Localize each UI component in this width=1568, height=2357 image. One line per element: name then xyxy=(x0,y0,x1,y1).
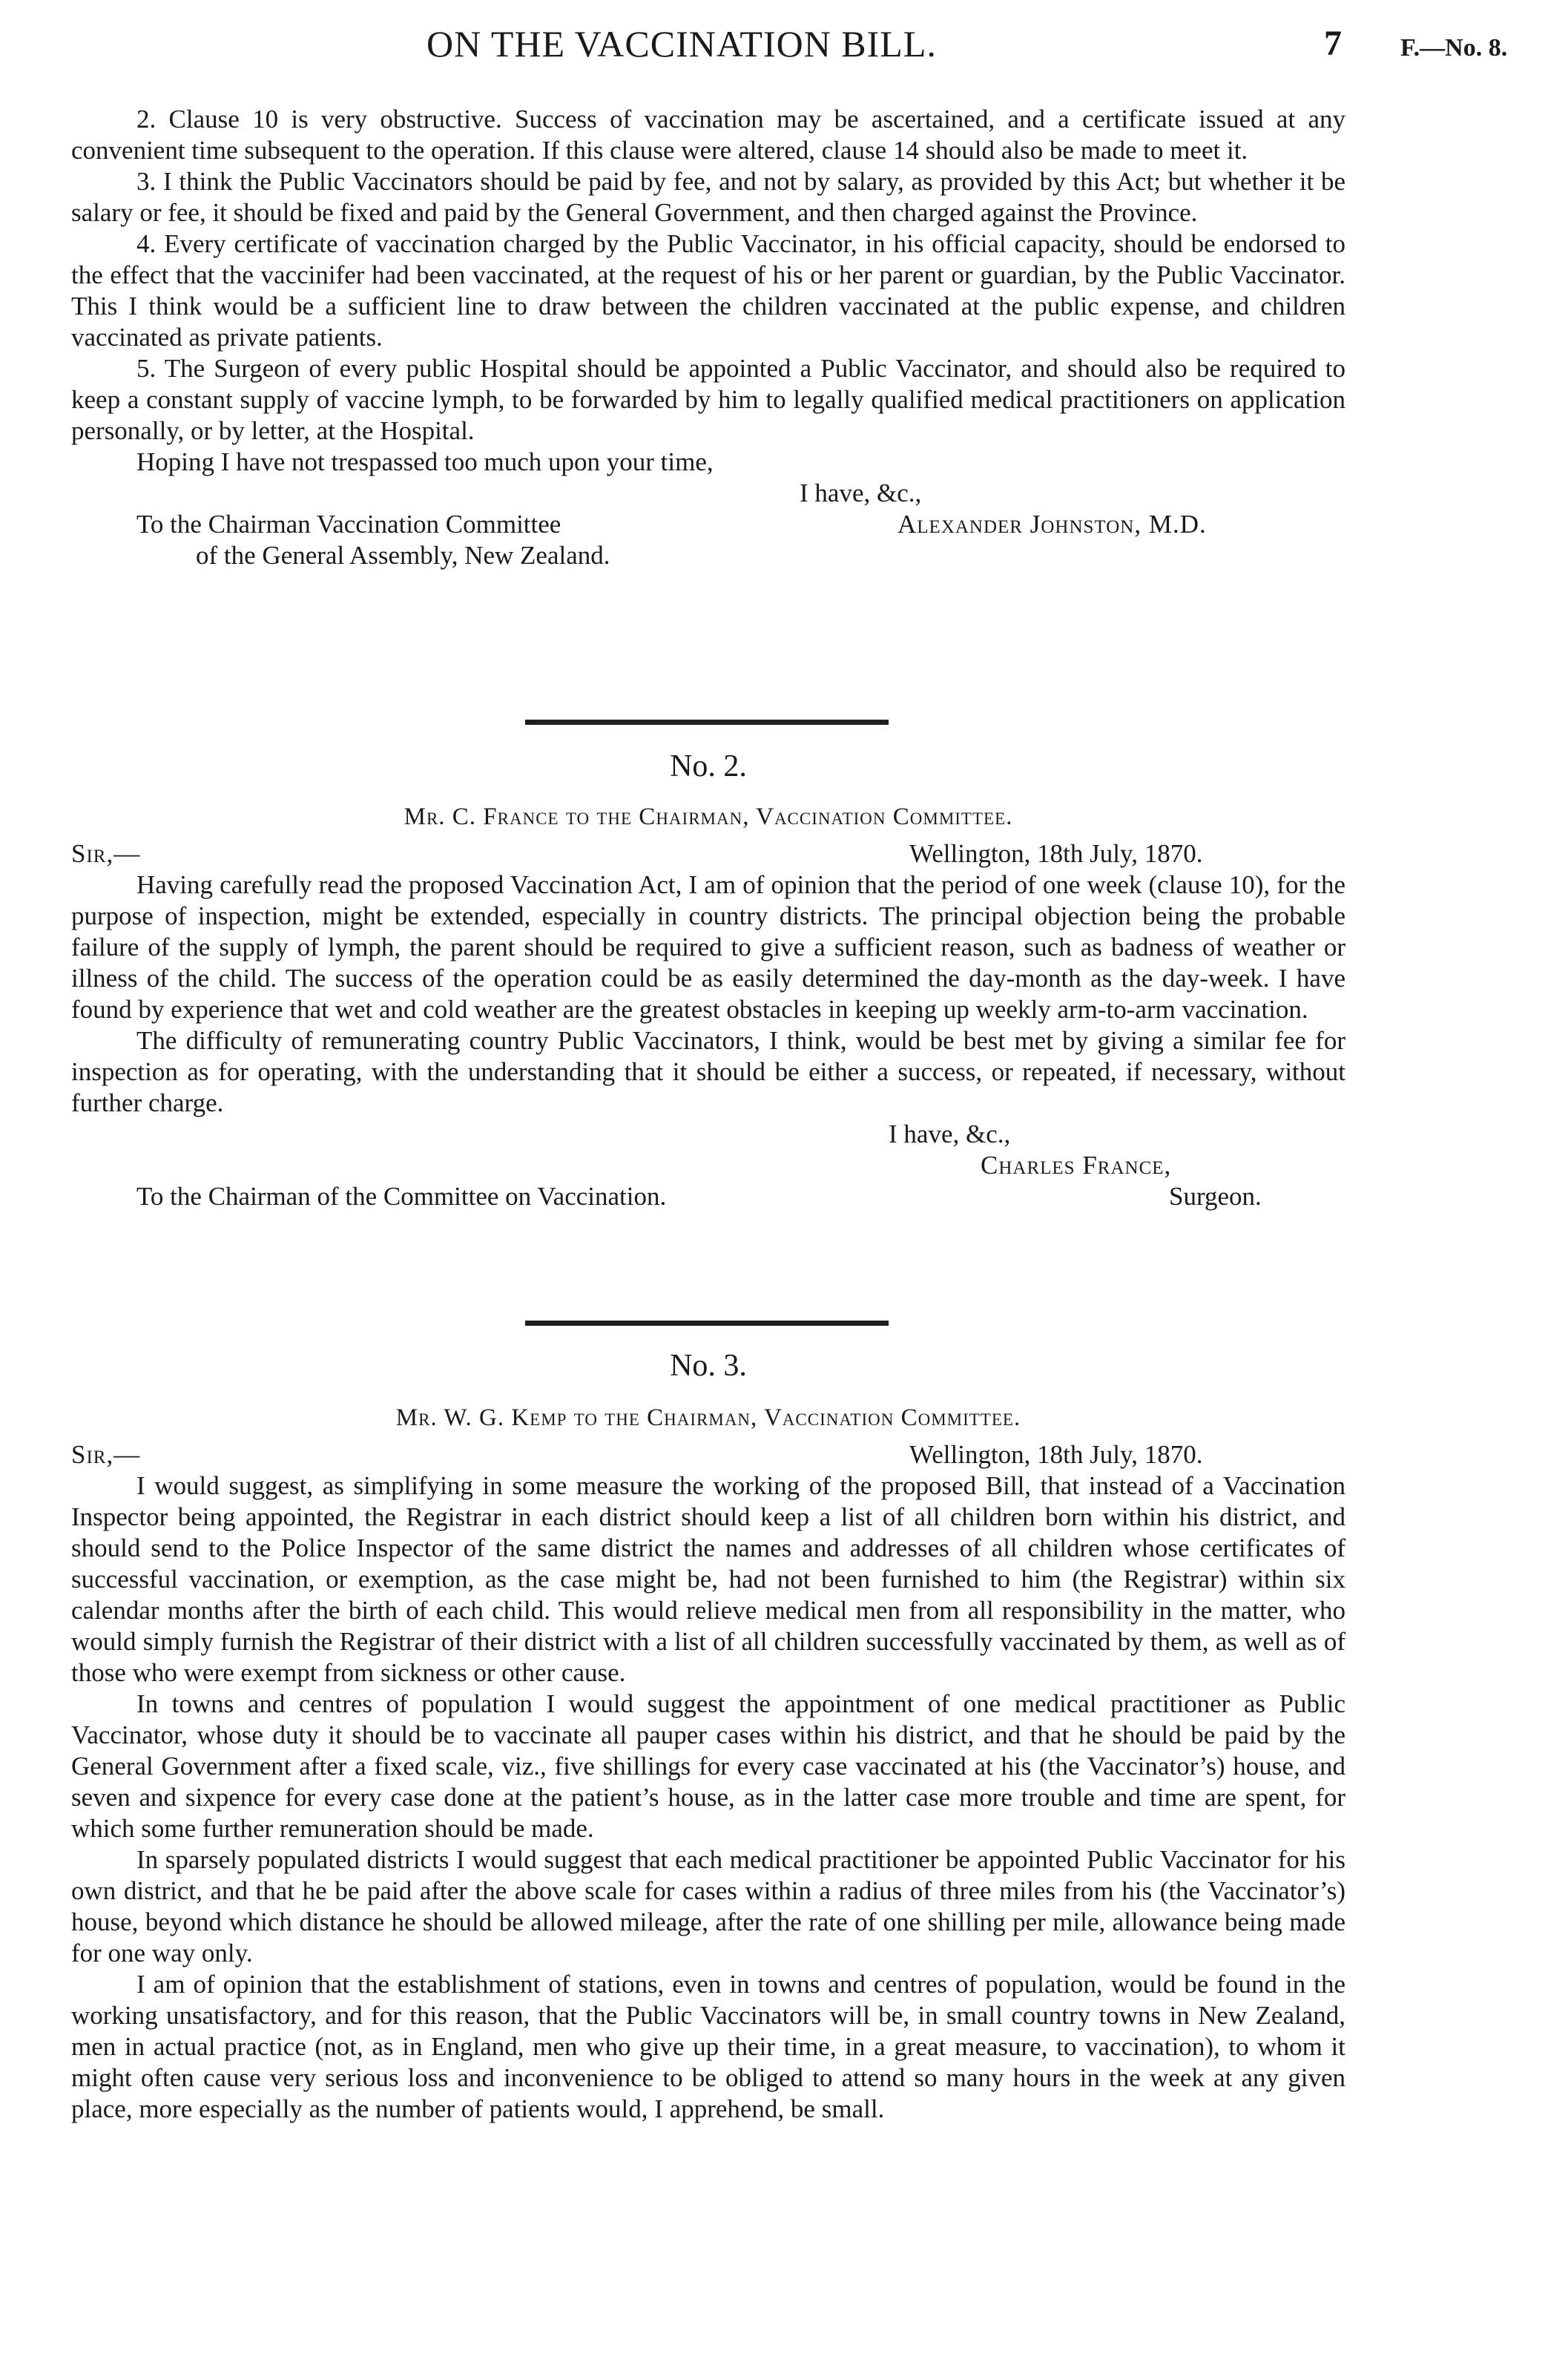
section-divider xyxy=(525,1321,889,1326)
paragraph: 4. Every certificate of vaccination charged by the Public Vaccinator, in his official capacity, should be endorsed to the effect that the vaccinifer had been vaccinated, at the request of his or her parent or guardian, by the Public Vaccinator. This I think would be a sufficient line to draw between the children vaccinated at the public expense, and children vaccinated as private patients. xyxy=(71,229,1345,352)
paragraph: The difficulty of remunerating country Public Vaccinators, I think, would be best met by giving a similar fee for inspection as for operating, with the understanding that it should be either a success, or repeated, if necessary, without further charge. xyxy=(71,1026,1345,1117)
paragraph: In sparsely populated districts I would suggest that each medical practitioner be appointed Public Vaccinator for his own district, and that he be paid after the above scale for cases within a radius of three miles from his (the Vaccinator’s) house, beyond which distance he should be allowed mileage, after the rate of one shilling per mile, allowance being made for one way only. xyxy=(71,1845,1345,1968)
addressee-line: of the General Assembly, New Zealand. xyxy=(196,541,610,570)
signature-row xyxy=(71,1181,1345,1212)
signature-row xyxy=(71,540,1345,571)
section-heading: Mr. W. G. Kemp to the Chairman, Vaccination Committee. xyxy=(395,1404,1021,1431)
section-heading: Mr. C. France to the Chairman, Vaccination Committee. xyxy=(403,803,1013,830)
i-have-line: I have, &c., xyxy=(889,1120,1011,1148)
section-divider xyxy=(525,720,889,725)
dateline: Wellington, 18th July, 1870. xyxy=(909,1440,1203,1469)
addressee-line: To the Chairman Vaccination Committee xyxy=(136,510,561,539)
letter-1-body xyxy=(71,104,1345,571)
page-number: 7 xyxy=(1324,24,1342,63)
section-number: No. 2. xyxy=(670,749,747,783)
closing-line: Hoping I have not trespassed too much upon your time, xyxy=(136,447,714,476)
paragraph: I am of opinion that the establishment of stations, even in towns and centres of population, would be found in the working unsatisfactory, and for this reason, that the Public Vaccinators will be, in small country towns in New Zealand, men in actual practice (not, as in England, men who give up their time, in a great measure, to vaccination), to whom it might often cause very serious loss and inconvenience to be obliged to attend so many hours in the week at any given place, more especially as the number of patients would, I apprehend, be small. xyxy=(71,1970,1345,2123)
signature: Charles France, xyxy=(981,1151,1172,1180)
salutation: Sir,— xyxy=(71,1440,141,1469)
signature-row xyxy=(71,1150,1345,1181)
signature-row xyxy=(71,509,1345,540)
signature: Alexander Johnston, M.D. xyxy=(897,510,1207,539)
paragraph: In towns and centres of population I would suggest the appointment of one medical practitioner as Public Vaccinator, whose duty it should be to vaccinate all pauper cases within his district, and that he should be paid by the General Government after a fixed scale, viz., five shillings for every case vaccinated at his (the Vaccinator’s) house, and seven and sixpence for every case done at the patient’s house, as in the latter case more trouble and time are spent, for which some further remuneration should be made. xyxy=(71,1689,1345,1843)
paragraph: Having carefully read the proposed Vaccination Act, I am of opinion that the period of one week (clause 10), for the purpose of inspection, might be extended, especially in country districts. The principal objection being the probable failure of the supply of lymph, the parent should be required to give a sufficient reason, such as badness of weather or illness of the child. The success of the operation could be as easily determined the day-month as the day-week. I have found by experience that wet and cold weather are the greatest obstacles in keeping up weekly arm-to-arm vaccination. xyxy=(71,870,1345,1024)
page-header-title: ON THE VACCINATION BILL. xyxy=(426,23,937,65)
running-header xyxy=(0,23,1568,73)
salutation: Sir,— xyxy=(71,839,141,868)
section-number: No. 3. xyxy=(670,1349,747,1383)
document-reference: F.—No. 8. xyxy=(1400,34,1508,62)
paragraph: 2. Clause 10 is very obstructive. Success of vaccination may be ascertained, and a certificate issued at any convenient time subsequent to the operation. If this clause were altered, clause 14 should also be made to meet it. xyxy=(71,105,1345,165)
signatory-title: Surgeon. xyxy=(1169,1182,1262,1211)
paragraph: 3. I think the Public Vaccinators should be paid by fee, and not by salary, as provided by this Act; but whether it be salary or fee, it should be fixed and paid by the General Government, and then charged against the Province. xyxy=(71,167,1345,227)
signature-row xyxy=(71,1119,1345,1150)
signature-row xyxy=(71,478,1345,509)
letter-2-body xyxy=(71,870,1345,1212)
paragraph: I would suggest, as simplifying in some measure the working of the proposed Bill, that instead of a Vaccination Inspector being appointed, the Registrar in each district should keep a list of all children born within his district, and should send to the Police Inspector of the same district the names and addresses of all children whose certificates of successful vaccination, or exemption, as the case might be, had not been furnished to him (the Registrar) within six calendar months after the birth of each child. This would relieve medical men from all responsibility in the matter, who would simply furnish the Registrar of their district with a list of all children successfully vaccinated by them, as well as of those who were exempt from sickness or other cause. xyxy=(71,1471,1345,1687)
i-have-line: I have, &c., xyxy=(800,479,922,507)
dateline: Wellington, 18th July, 1870. xyxy=(909,839,1203,868)
addressee-line: To the Chairman of the Committee on Vaccination. xyxy=(136,1182,667,1211)
paragraph: 5. The Surgeon of every public Hospital should be appointed a Public Vaccinator, and should also be required to keep a constant supply of vaccine lymph, to be forwarded by him to legally qualified medical practitioners on application personally, or by letter, at the Hospital. xyxy=(71,354,1345,445)
letter-3-body xyxy=(71,1470,1345,2125)
